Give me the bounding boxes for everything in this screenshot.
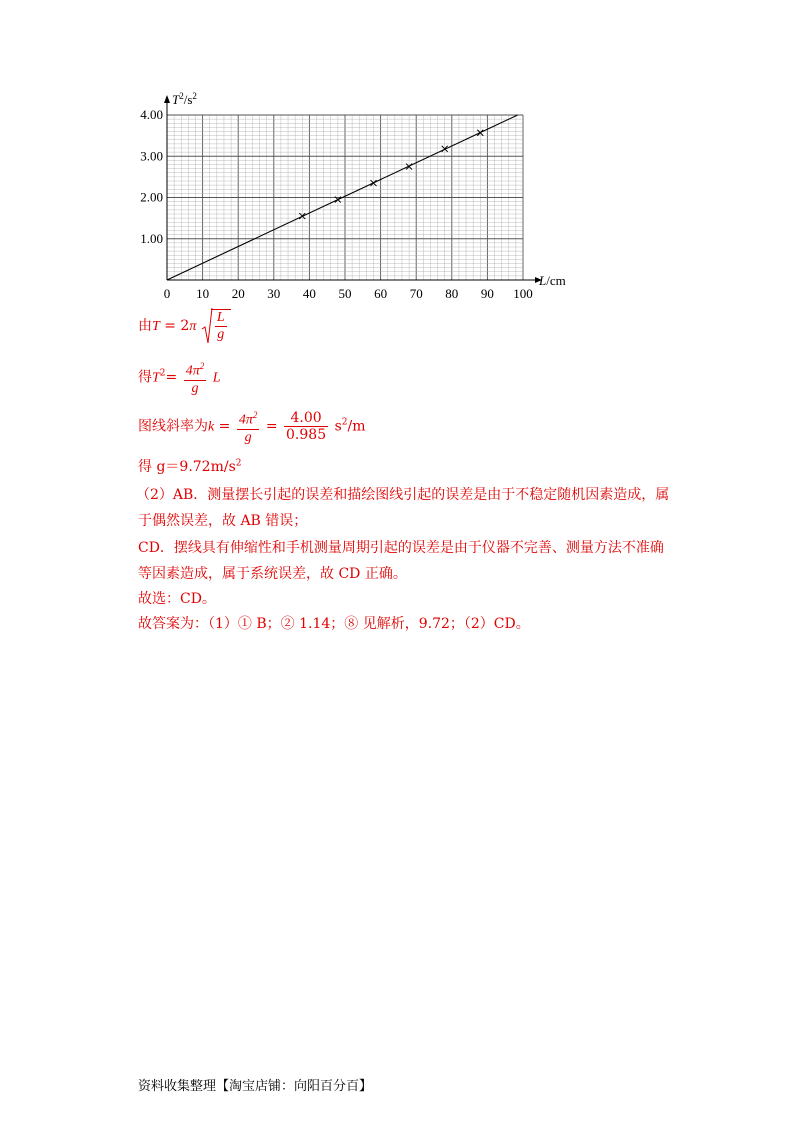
x-tick-label: 100 [513, 286, 533, 298]
formula-t-squared: 得$T^2=$ $\frac{4\pi^2}{g}$ L [138, 358, 220, 397]
formula-slope: 图线斜率为k = $\frac{4\pi^2}{g}$ = $\frac{4.00}{0.985}$ $s^2/m$ [138, 407, 365, 446]
y-tick-label: 3.00 [140, 148, 163, 164]
y-axis-arrow [164, 95, 170, 103]
footer-source: 资料收集整理【淘宝店铺：向阳百分百】 [138, 1079, 373, 1094]
answer-text: 故答案为：（1）① B；② 1.14；⑧ 见解析，9.72；（2）CD。 [138, 616, 530, 632]
x-axis-label: L/cm [539, 273, 566, 288]
formula-period: 由T = 2π $\frac{L}{g}$ [138, 309, 231, 343]
y-tick-label: 4.00 [140, 107, 163, 122]
x-tick-label: 80 [445, 286, 459, 298]
x-tick-label: 70 [409, 286, 423, 298]
paragraph-ab-line2: 于偶然误差，故 AB 错误； [138, 513, 308, 529]
paragraph-ab-line1: （2）AB．测量摆长引起的误差和描绘图线引起的误差是由于不稳定随机因素造成，属 [136, 487, 670, 503]
x-tick-label: 10 [196, 286, 210, 298]
y-axis-label: $T^2/s^2$ [172, 91, 197, 107]
paragraph-cd-line2: 等因素造成，属于系统误差，故 CD 正确。 [138, 566, 407, 582]
y-tick-label: 2.00 [140, 189, 163, 205]
choice-text: 故选：CD。 [138, 591, 216, 607]
x-tick-label: 40 [302, 286, 316, 298]
result-g: 得 $g=9.72m/s^2$ [138, 458, 242, 475]
x-tick-label: 50 [338, 286, 352, 298]
x-tick-label: 90 [480, 286, 494, 298]
y-tick-label: 1.00 [140, 230, 163, 246]
chart [125, 88, 595, 298]
paragraph-cd-line1: CD．摆线具有伸缩性和手机测量周期引起的误差是由于仪器不完善、测量方法不准确 [138, 540, 664, 556]
x-tick-label: 30 [267, 286, 281, 298]
x-tick-label: 0 [163, 286, 171, 298]
x-tick-label: 60 [374, 286, 388, 298]
x-tick-label: 20 [231, 286, 245, 298]
